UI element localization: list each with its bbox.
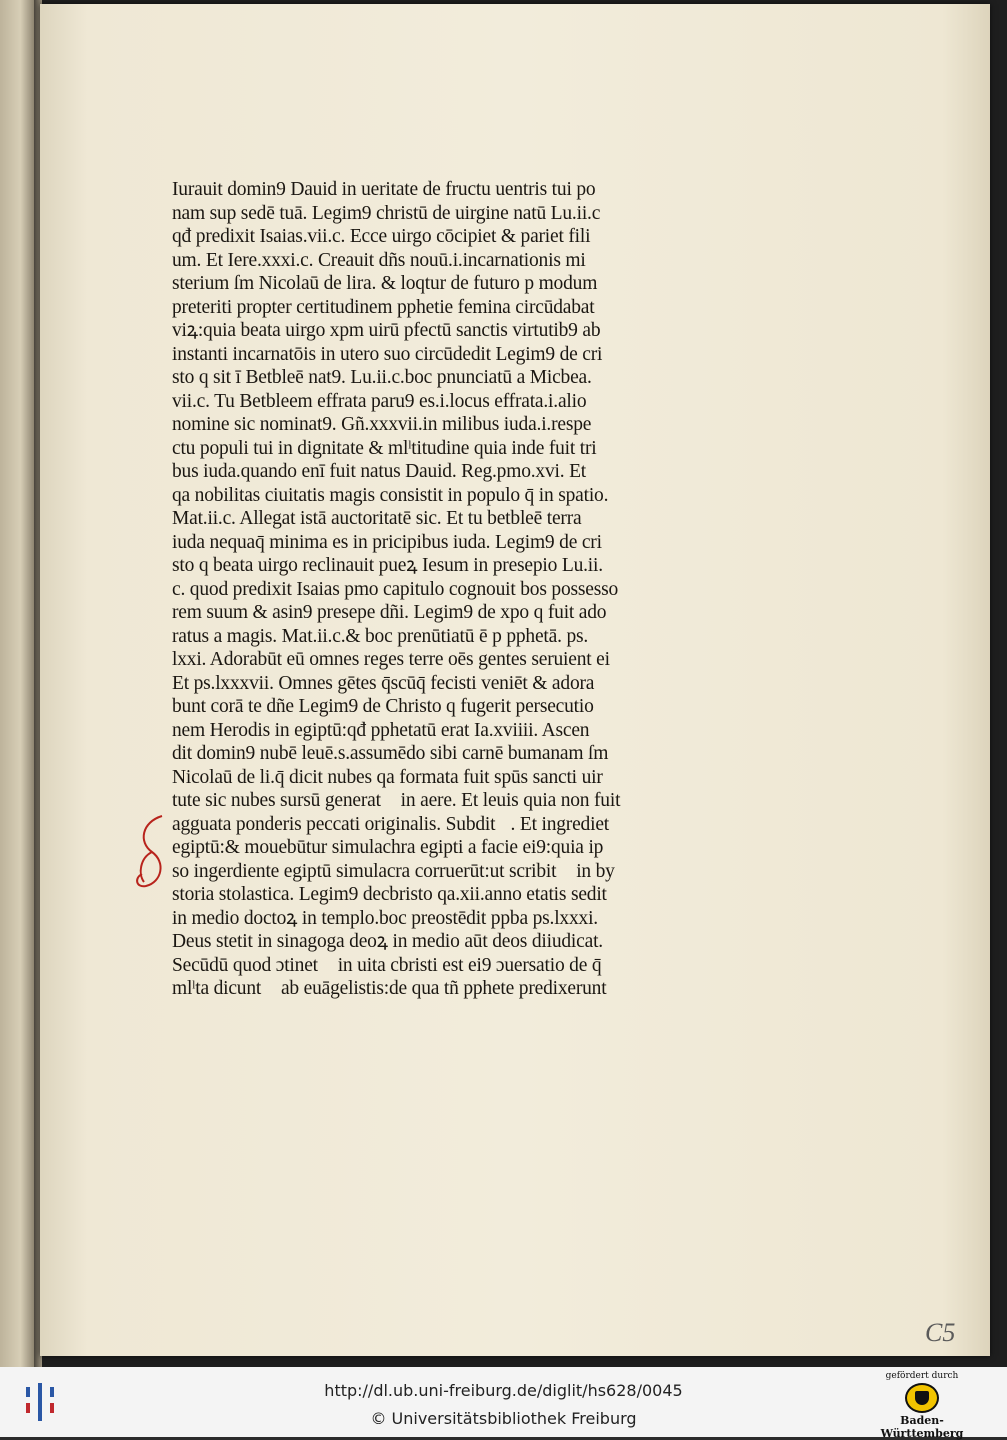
text-line: preteriti propter certitudinem pphetie femina circūdabat: [172, 296, 595, 318]
text-line: egiptū:& mouebūtur simulachra egipti a facie ei9:quia ip: [172, 837, 604, 858]
state-seal-icon: [905, 1383, 939, 1413]
text-line: sto q beata uirgo reclinauit pueꝝ Iesum in presepio Lu.ii.: [172, 555, 603, 576]
text-line: Deus stetit in sinagoga deoꝝ in medio aūt deos diiudicat.: [172, 931, 603, 952]
text-line: nem Herodis in egiptū:qđ pphetatū erat Ia.xviiii. Ascen: [172, 719, 590, 741]
text-line: nomine sic nominat9. Gñ.xxxvii.in milibus iuda.i.respe: [172, 414, 592, 435]
text-line: Et ps.lxxxvii. Omnes gētes q̄scūq̄ fecisti veniēt & adora: [172, 672, 595, 694]
text-line: rem suum & asin9 presepe dñi. Legim9 de xpo q fuit ado: [172, 602, 607, 623]
text-line: Mat.ii.c. Allegat istā auctoritatē sic. Et tu betbleē terra: [172, 508, 582, 529]
manuscript-page: [40, 4, 990, 1356]
text-line: bunt corā te dñe Legim9 de Christo q fugerit persecutio: [172, 696, 594, 717]
text-line: storia stolastica. Legim9 decbristo qa.xii.anno etatis sedit: [172, 884, 607, 905]
text-line: lxxi. Adorabūt eū omnes reges terre oēs gentes seruient ei: [172, 649, 610, 670]
text-line: nam sup sedē tuā. Legim9 christū de uirgine natū Lu.ii.c: [172, 202, 601, 224]
text-line: Iurauit domin9 Dauid in ueritate de fructu uentris tui po: [172, 179, 596, 200]
text-line: dit domin9 nubē leuē.s.assumēdo sibi carnē bumanam ſm: [172, 743, 609, 764]
text-line: viꝝ:quia beata uirgo xpm uirū pfectū sanctis virtutib9 ab: [172, 320, 601, 341]
text-line: so ingerdiente egiptū simulacra corruerūt:ut scribitᷓ in by: [172, 860, 615, 882]
copyright-text: © Universitätsbibliothek Freiburg: [370, 1409, 637, 1428]
viewer-footer: [0, 1367, 1007, 1440]
sponsor-top-label: gefördert durch: [885, 1371, 959, 1381]
text-line: sto q sit ī Betbleē nat9. Lu.ii.c.boc pnunciatū a Micbea.: [172, 367, 592, 388]
text-line: um. Et Iere.xxxi.c. Creauit dñs nouū.i.incarnationis mi: [172, 249, 586, 271]
text-line: qa nobilitas ciuitatis magis consistit in populo q̄ in spatio.: [172, 484, 609, 506]
text-line: tute sic nubes sursū generatᷓ in aere. Et leuis quia non fuit: [172, 790, 621, 811]
text-line: sterium ſm Nicolaū de lira. & loqtur de futuro p modum: [172, 273, 598, 294]
text-line: ctu populi tui in dignitate & mlˡtitudine quia inde fuit tri: [172, 437, 597, 459]
sponsor-badge[interactable]: [872, 1369, 972, 1440]
text-line: ratus a magis. Mat.ii.c.& boc prenūtiatū ē p pphetā. ps.: [172, 625, 589, 647]
text-line: c. quod predixit Isaias pmo capitulo cognouit bos possesso: [172, 578, 619, 600]
text-line: vii.c. Tu Betbleem effrata paru9 es.i.locus effrata.i.alio: [172, 390, 587, 412]
text-line: agguata ponderis peccati originalis. Subditᷓ. Et ingredietᷓ: [172, 813, 625, 835]
marginal-flourish: [132, 812, 176, 902]
text-line: Secūdū quod ɔtinetᷓ in uita cbristi est ei9 ɔuersatio de q̄: [172, 954, 602, 976]
text-line: qđ predixit Isaias.vii.c. Ecce uirgo cōcipiet & pariet fili: [172, 226, 591, 247]
text-line: instanti incarnatōis in utero suo circūdedit Legim9 de cri: [172, 343, 603, 365]
text-line: Nicolaū de li.q̄ dicit nubes qa formata fuit spūs sancti uir: [172, 766, 603, 788]
folio-number: C5: [925, 1318, 956, 1347]
text-line: bus iuda.quando enī fuit natus Dauid. Reg.pmo.xvi. Et: [172, 461, 587, 482]
text-line: mlˡta dicuntᷓ ab euāgelistis:de qua tñ pphete predixerunt: [172, 978, 607, 999]
text-line: in medio doctoꝝ in templo.boc preostēdit ppba ps.lxxxi.: [172, 907, 598, 929]
text-line: iuda nequaq̄ minima es in pricipibus iuda. Legim9 de cri: [172, 531, 602, 553]
sponsor-name: Baden-Württemberg: [880, 1414, 964, 1440]
previous-page-edge: [0, 0, 34, 1367]
document-url[interactable]: http://dl.ub.uni-freiburg.de/diglit/hs628/0045: [324, 1381, 683, 1400]
text-block: [172, 178, 772, 1001]
